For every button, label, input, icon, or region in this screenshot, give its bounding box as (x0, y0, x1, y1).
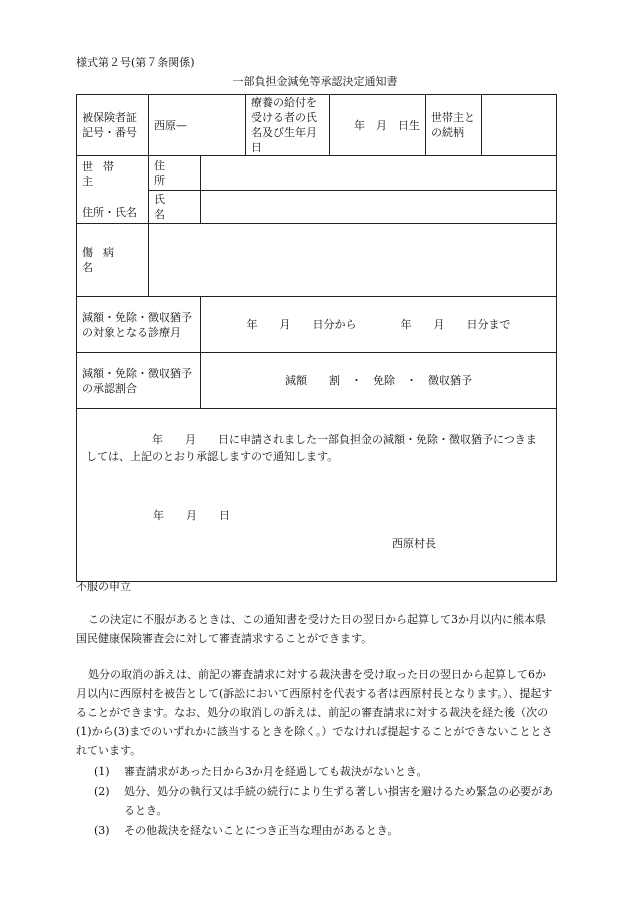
appeal-title: 不服の申立 (76, 580, 131, 593)
item-text: その他裁決を経ないことにつき正当な理由があるとき。 (124, 824, 399, 837)
birthdate-field[interactable]: 年 月 日生 (330, 95, 426, 156)
relation-label: 世帯主との続柄 (426, 95, 482, 156)
period-label: 減額・免除・徴収猶予の対象となる診療月 (77, 297, 201, 353)
item-text: 審査請求があった日から3か月を経過しても裁決がないとき。 (124, 765, 428, 778)
disease-field[interactable] (149, 224, 557, 297)
ratio-field[interactable]: 減額 割 ・ 免除 ・ 徴収猶予 (201, 353, 557, 409)
document-title: 一部負担金減免等承認決定通知書 (232, 75, 398, 88)
appeal-paragraph-2: 処分の取消の訴えは、前記の審査請求に対する裁決書を受け取った日の翌日から起算して6か月以内に西原村を被告として(訴訟において西原村を代表する者は西原村長となります。）、提起することができます。なお、処分の取消しの訴えは、前記の審査請求に対する裁決を経た後（次の(1)から(3)までのいずれかに該当するときを除く。）でなければ提起することができないこととされています。 (76, 668, 553, 757)
disease-label: 傷病名 (77, 224, 149, 297)
notice-section (77, 409, 557, 582)
relation-field[interactable] (482, 95, 557, 156)
notice-date: 年 月 日 (153, 509, 230, 522)
insured-number-field[interactable]: 西原— (149, 95, 246, 156)
item-number: (2) (94, 785, 110, 798)
item-number: (3) (94, 824, 110, 837)
appeal-paragraph-1: この決定に不服があるときは、この通知書を受けた日の翌日から起算して3か月以内に熊本県国民健康保険審査会に対して審査請求することができます。 (76, 613, 546, 645)
appeal-item (94, 762, 556, 781)
name-label: 氏名 (149, 191, 201, 224)
address-field[interactable] (201, 156, 557, 191)
signer-name: 西原村長 (392, 537, 436, 550)
period-field[interactable]: 年 月 日分から 年 月 日分まで (201, 297, 557, 353)
appeal-item (94, 782, 556, 820)
ratio-label: 減額・免除・徴収猶予の承認割合 (77, 353, 201, 409)
insured-number-label: 被保険者証記号・番号 (77, 95, 149, 156)
householder-sublabel: 住所・氏名 (82, 206, 137, 219)
householder-label: 世帯主 (82, 160, 124, 188)
notice-form-table (76, 94, 557, 582)
name-field[interactable] (201, 191, 557, 224)
recipient-label: 療養の給付を受ける者の氏名及び生年月日 (246, 95, 330, 156)
form-number: 様式第２号(第７条関係) (76, 56, 195, 69)
item-text: 処分、処分の執行又は手続の続行により生ずる著しい損害を避けるため緊急の必要があるとき。 (124, 785, 553, 817)
item-number: (1) (94, 765, 110, 778)
appeal-item (94, 821, 556, 840)
notice-text: 年 月 日に申請されました一部負担金の減額・免除・徴収猶予につきましては、上記のとおり承認しますので通知します。 (86, 433, 537, 463)
address-label: 住所 (149, 156, 201, 191)
